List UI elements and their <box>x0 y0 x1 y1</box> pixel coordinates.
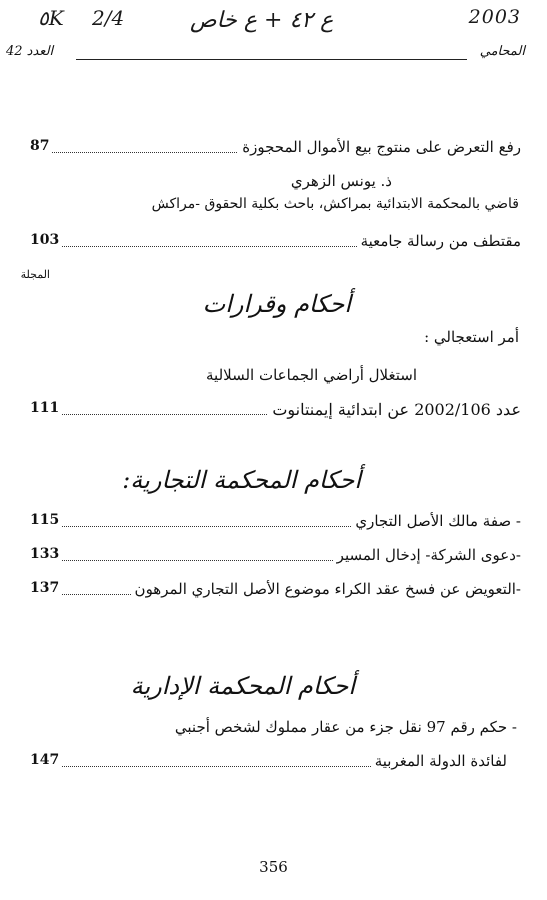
toc-entry-title: لفائدة الدولة المغربية <box>371 752 521 770</box>
toc-entry-page: 137 <box>30 580 62 596</box>
author-affiliation: قاضي بالمحكمة الابتدائية بمراكش، باحث بكلية الحقوق -مراكش <box>151 196 519 212</box>
toc-entry <box>30 232 521 256</box>
toc-entry <box>30 546 521 570</box>
toc-entry-title: رفع التعرض على منتوج بيع الأموال المحجوزة <box>238 138 521 156</box>
toc-entry <box>30 580 521 604</box>
author-name: ذ. يونس الزهري <box>290 172 392 190</box>
section-heading-administrative: أحكام المحكمة الإدارية <box>130 672 355 700</box>
handwritten-note-middle: ع ٤٢ + ع خاص <box>190 8 334 33</box>
admin-item-line: - حكم رقم 97 نقل جزء من عقار مملوك لشخص أجنبي <box>174 718 517 736</box>
header-rule <box>76 59 467 60</box>
toc-entry-page: 103 <box>30 232 62 248</box>
journal-name: المحامي <box>479 44 525 59</box>
toc-entry <box>30 752 521 776</box>
order-description: استغلال أراضي الجماعات السلالية <box>206 366 417 384</box>
toc-entry-title: -دعوى الشركة- إدخال المسير <box>333 546 521 564</box>
toc-entry-page: 133 <box>30 546 62 562</box>
toc-entry-title: -التعويض عن فسخ عقد الكراء موضوع الأصل التجاري المرهون <box>131 580 521 598</box>
section-heading-commercial: أحكام المحكمة التجارية: <box>122 466 361 494</box>
toc-entry <box>30 512 521 536</box>
toc-entry-page: 111 <box>30 400 62 416</box>
handwritten-note-left: ٥K <box>38 6 64 30</box>
section-heading-rulings: أحكام وقرارات <box>202 290 351 318</box>
toc-entry-title: - صفة مالك الأصل التجاري <box>351 512 521 530</box>
toc-entry-title: عدد 2002/106 عن ابتدائية إيمنتانوت <box>268 400 521 419</box>
toc-entry <box>30 138 521 162</box>
handwritten-note-year: 2003 <box>468 6 521 28</box>
handwritten-note-fraction: 2/4 <box>92 6 125 30</box>
order-label: أمر استعجالي : <box>424 328 519 346</box>
toc-entry <box>30 400 521 424</box>
magazine-note: المجلة <box>20 268 50 281</box>
page-number: 356 <box>259 858 288 876</box>
toc-entry-page: 147 <box>30 752 62 768</box>
running-header <box>6 44 525 66</box>
toc-entry-page: 87 <box>30 138 52 154</box>
toc-entry-page: 115 <box>30 512 62 528</box>
toc-entry-title: مقتطف من رسالة جامعية <box>357 232 521 250</box>
issue-number: العدد 42 <box>6 44 54 59</box>
